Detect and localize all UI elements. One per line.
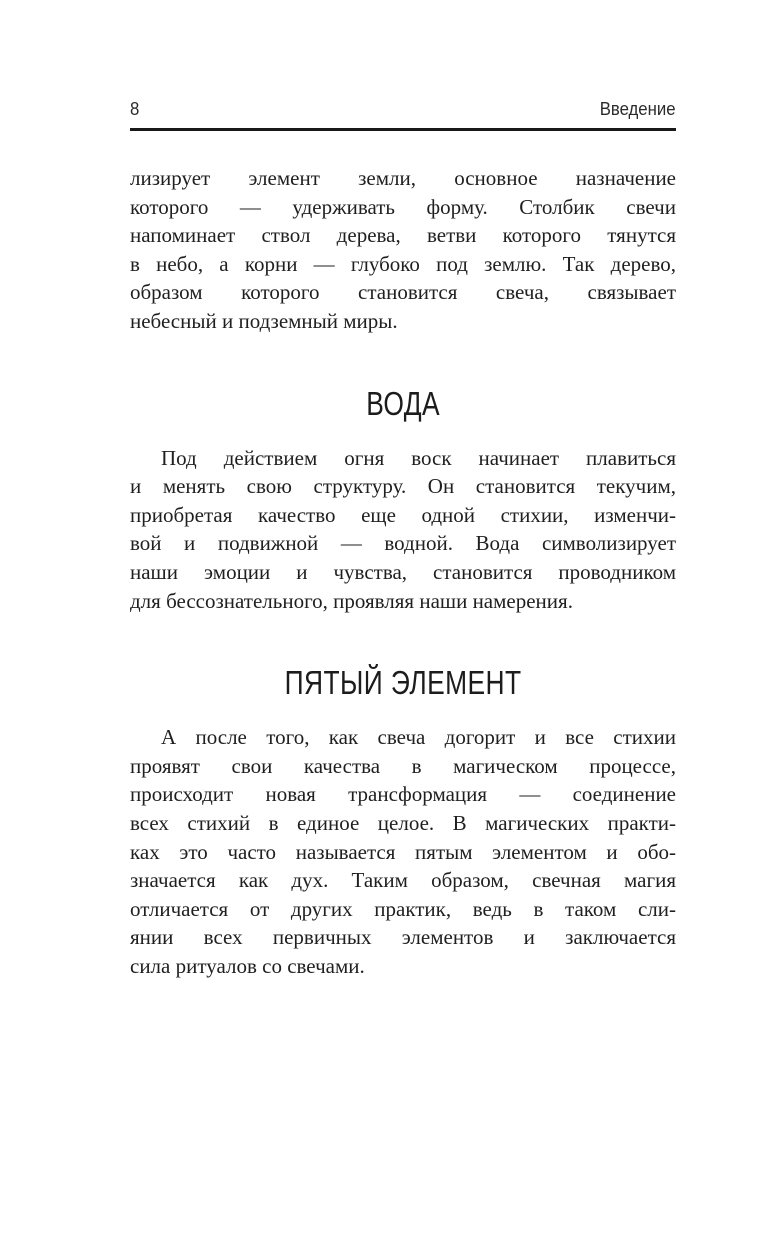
text-line: Под действием огня воск начинает плавиться bbox=[161, 445, 676, 470]
section-heading bbox=[130, 663, 676, 703]
text-line: для бессознательного, проявляя наши намерения. bbox=[130, 588, 573, 613]
text-line: наши эмоции и чувства, становится проводником bbox=[130, 559, 676, 584]
text-line: янии всех первичных элементов и заключается bbox=[130, 925, 676, 950]
text-line: А после того, как свеча догорит и все стихии bbox=[161, 725, 676, 750]
text-line: сила ритуалов со свечами. bbox=[130, 953, 365, 978]
text-line: всех стихий в единое целое. В магических практи- bbox=[130, 810, 676, 835]
text-line: приобретая качество еще одной стихии, изменчи- bbox=[130, 502, 676, 527]
paragraph bbox=[130, 723, 676, 980]
page-body bbox=[130, 164, 676, 980]
text-line: в небо, а корни — глубоко под землю. Так дерево, bbox=[130, 251, 676, 276]
section-heading-text: ВОДА bbox=[366, 384, 440, 422]
paragraph bbox=[130, 164, 676, 336]
text-line: лизирует элемент земли, основное назначение bbox=[130, 166, 676, 190]
paragraph bbox=[130, 444, 676, 616]
text-line: и менять свою структуру. Он становится текучим, bbox=[130, 474, 676, 499]
text-line: проявят свои качества в магическом процессе, bbox=[130, 753, 676, 778]
text-line: которого — удерживать форму. Столбик свечи bbox=[130, 194, 676, 219]
text-line: происходит новая трансформация — соединение bbox=[130, 782, 676, 807]
text-line: вой и подвижной — водной. Вода символизирует bbox=[130, 531, 676, 556]
section-heading-text: ПЯТЫЙ ЭЛЕМЕНТ bbox=[284, 664, 522, 702]
text-line: напоминает ствол дерева, ветви которого тянутся bbox=[130, 223, 676, 248]
text-line: образом которого становится свеча, связывает bbox=[130, 280, 676, 305]
header-rule bbox=[130, 128, 676, 131]
text-line: небесный и подземный миры. bbox=[130, 308, 398, 333]
text-line: отличается от других практик, ведь в таком сли- bbox=[130, 896, 676, 921]
text-line: значается как дух. Таким образом, свечная магия bbox=[130, 868, 676, 893]
page-number: 8 bbox=[130, 99, 140, 119]
running-header bbox=[0, 0, 768, 119]
text-line: ках это часто называется пятым элементом и обо- bbox=[130, 839, 676, 864]
section-heading bbox=[130, 384, 676, 424]
section-title-running: Введение bbox=[600, 99, 676, 119]
